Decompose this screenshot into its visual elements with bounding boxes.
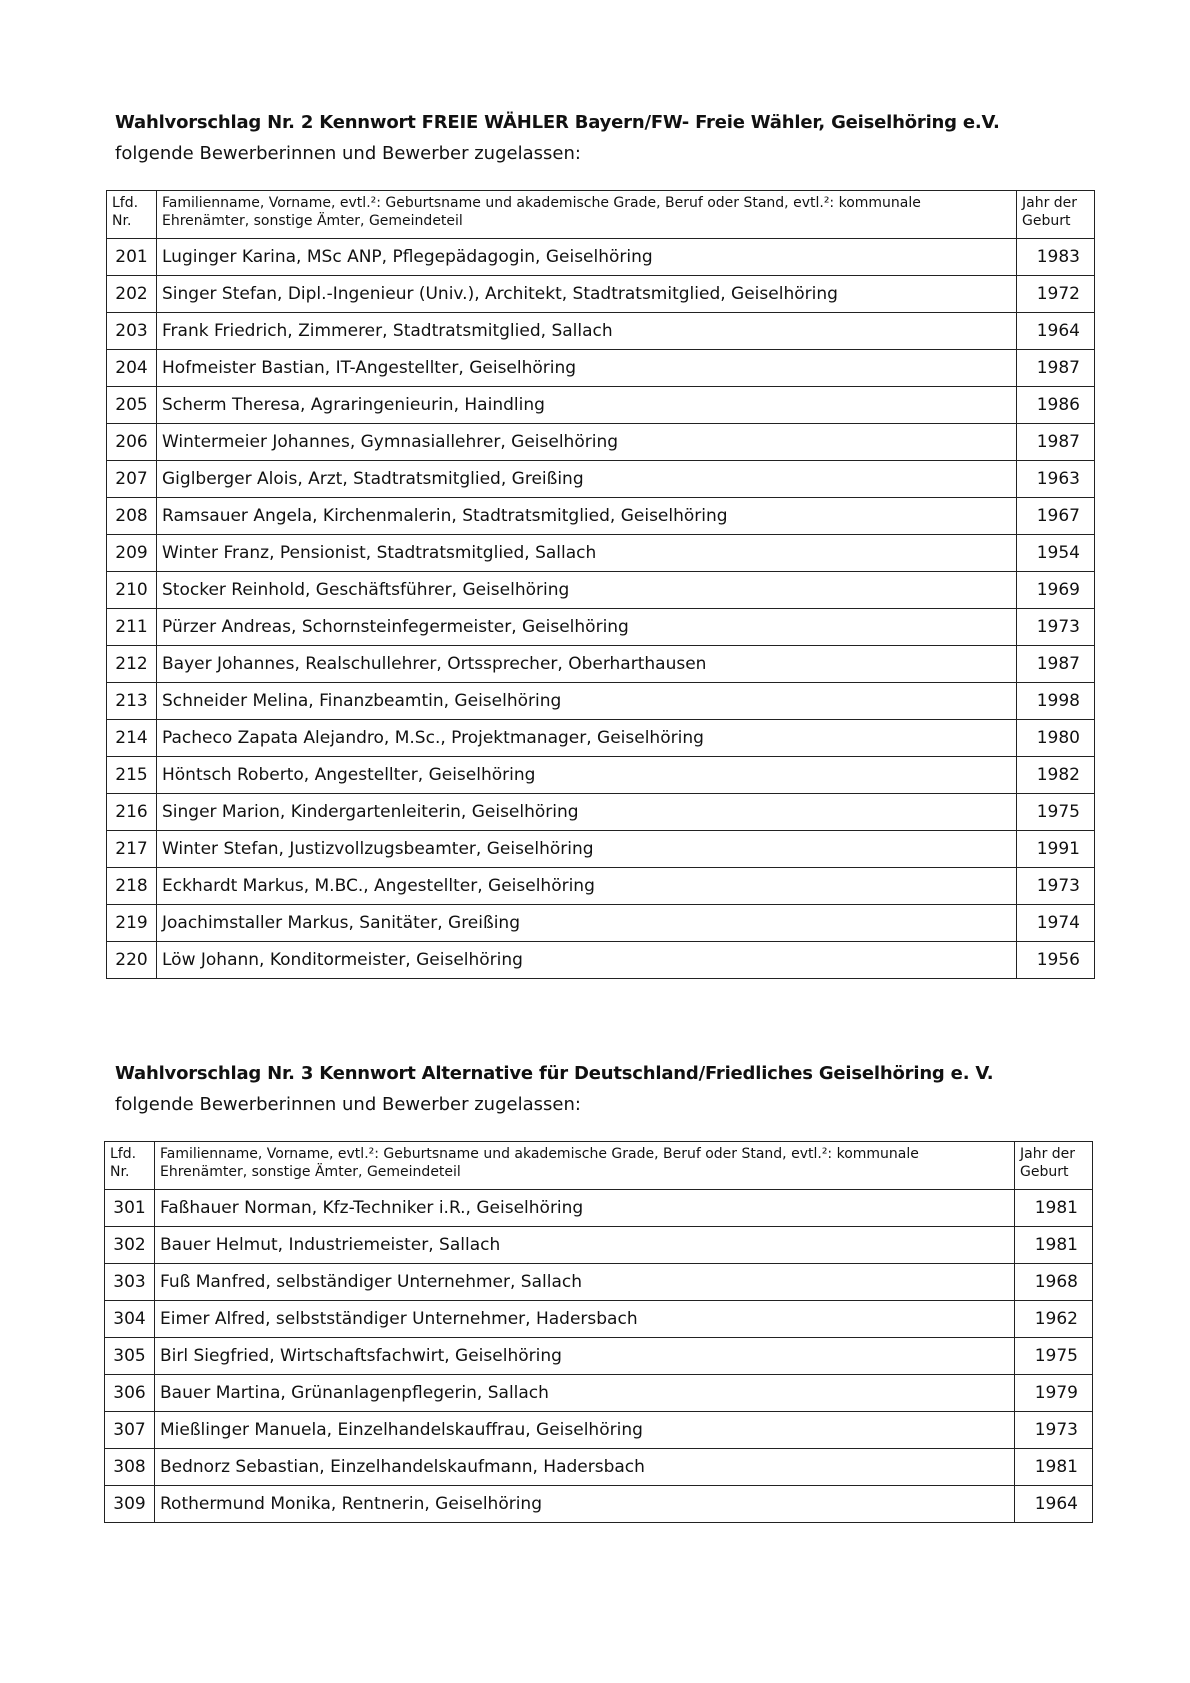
candidate-birth-year: 1975 <box>1015 1338 1093 1375</box>
table-row <box>107 387 1095 424</box>
candidate-nr: 303 <box>105 1264 155 1301</box>
candidate-nr: 216 <box>107 794 157 831</box>
candidate-nr: 206 <box>107 424 157 461</box>
header-name: Familienname, Vorname, evtl.²: Geburtsname und akademische Grade, Beruf oder Stand, evtl.²: kommunale Ehrenämter, sonstige Ämter, Gemeindeteil <box>157 191 1017 239</box>
candidate-nr: 302 <box>105 1227 155 1264</box>
table-row <box>107 313 1095 350</box>
table-row <box>107 942 1095 979</box>
proposal-section-3 <box>0 1063 1190 1514</box>
table-row <box>107 572 1095 609</box>
candidate-birth-year: 1991 <box>1017 831 1095 868</box>
candidate-nr: 204 <box>107 350 157 387</box>
candidate-birth-year: 1968 <box>1015 1264 1093 1301</box>
candidate-name: Höntsch Roberto, Angestellter, Geiselhöring <box>157 757 1017 794</box>
candidate-name: Ramsauer Angela, Kirchenmalerin, Stadtratsmitglied, Geiselhöring <box>157 498 1017 535</box>
header-nr: Lfd. Nr. <box>105 1142 155 1190</box>
candidate-name: Pürzer Andreas, Schornsteinfegermeister, Geiselhöring <box>157 609 1017 646</box>
candidate-name: Scherm Theresa, Agraringenieurin, Haindling <box>157 387 1017 424</box>
candidate-birth-year: 1979 <box>1015 1375 1093 1412</box>
proposal-subheading: folgende Bewerberinnen und Bewerber zugelassen: <box>115 1094 581 1115</box>
candidate-birth-year: 1973 <box>1017 609 1095 646</box>
candidate-birth-year: 1972 <box>1017 276 1095 313</box>
candidate-name: Eimer Alfred, selbstständiger Unternehmer, Hadersbach <box>155 1301 1015 1338</box>
candidate-name: Bauer Martina, Grünanlagenpflegerin, Sallach <box>155 1375 1015 1412</box>
candidate-birth-year: 1969 <box>1017 572 1095 609</box>
table-row <box>105 1338 1093 1375</box>
candidate-nr: 210 <box>107 572 157 609</box>
candidate-name: Pacheco Zapata Alejandro, M.Sc., Projektmanager, Geiselhöring <box>157 720 1017 757</box>
candidate-nr: 304 <box>105 1301 155 1338</box>
table-row <box>105 1412 1093 1449</box>
table-row <box>105 1486 1093 1523</box>
candidate-name: Singer Marion, Kindergartenleiterin, Geiselhöring <box>157 794 1017 831</box>
candidate-nr: 309 <box>105 1486 155 1523</box>
candidate-nr: 307 <box>105 1412 155 1449</box>
table-row <box>105 1227 1093 1264</box>
header-name: Familienname, Vorname, evtl.²: Geburtsname und akademische Grade, Beruf oder Stand, evtl.²: kommunale Ehrenämter, sonstige Ämter, Gemeindeteil <box>155 1142 1015 1190</box>
candidate-birth-year: 1986 <box>1017 387 1095 424</box>
table-row <box>107 794 1095 831</box>
candidate-name: Eckhardt Markus, M.BC., Angestellter, Geiselhöring <box>157 868 1017 905</box>
table-row <box>107 683 1095 720</box>
candidate-table <box>104 1141 1093 1523</box>
candidate-birth-year: 1998 <box>1017 683 1095 720</box>
table-row <box>107 609 1095 646</box>
candidate-nr: 308 <box>105 1449 155 1486</box>
table-row <box>107 646 1095 683</box>
candidate-birth-year: 1964 <box>1017 313 1095 350</box>
candidate-birth-year: 1983 <box>1017 239 1095 276</box>
candidate-name: Löw Johann, Konditormeister, Geiselhöring <box>157 942 1017 979</box>
candidate-nr: 212 <box>107 646 157 683</box>
candidate-nr: 202 <box>107 276 157 313</box>
candidate-nr: 217 <box>107 831 157 868</box>
candidate-nr: 211 <box>107 609 157 646</box>
table-row <box>105 1449 1093 1486</box>
candidate-birth-year: 1981 <box>1015 1190 1093 1227</box>
candidate-birth-year: 1974 <box>1017 905 1095 942</box>
table-row <box>107 535 1095 572</box>
header-nr: Lfd. Nr. <box>107 191 157 239</box>
candidate-name: Mießlinger Manuela, Einzelhandelskauffrau, Geiselhöring <box>155 1412 1015 1449</box>
candidate-name: Hofmeister Bastian, IT-Angestellter, Geiselhöring <box>157 350 1017 387</box>
candidate-nr: 301 <box>105 1190 155 1227</box>
candidate-name: Wintermeier Johannes, Gymnasiallehrer, Geiselhöring <box>157 424 1017 461</box>
header-year: Jahr der Geburt <box>1015 1142 1093 1190</box>
table-row <box>107 498 1095 535</box>
candidate-nr: 218 <box>107 868 157 905</box>
candidate-name: Bednorz Sebastian, Einzelhandelskaufmann, Hadersbach <box>155 1449 1015 1486</box>
header-year: Jahr der Geburt <box>1017 191 1095 239</box>
candidate-birth-year: 1975 <box>1017 794 1095 831</box>
proposal-heading: Wahlvorschlag Nr. 3 Kennwort Alternative für Deutschland/Friedliches Geiselhöring e. V. <box>115 1063 994 1084</box>
candidate-name: Stocker Reinhold, Geschäftsführer, Geiselhöring <box>157 572 1017 609</box>
candidate-name: Joachimstaller Markus, Sanitäter, Greißing <box>157 905 1017 942</box>
candidate-name: Frank Friedrich, Zimmerer, Stadtratsmitglied, Sallach <box>157 313 1017 350</box>
candidate-table <box>106 190 1095 979</box>
table-row <box>107 720 1095 757</box>
table-row <box>107 831 1095 868</box>
proposal-heading: Wahlvorschlag Nr. 2 Kennwort FREIE WÄHLER Bayern/FW- Freie Wähler, Geiselhöring e.V. <box>115 112 1000 133</box>
candidate-name: Bayer Johannes, Realschullehrer, Ortssprecher, Oberharthausen <box>157 646 1017 683</box>
candidate-name: Fuß Manfred, selbständiger Unternehmer, Sallach <box>155 1264 1015 1301</box>
candidate-name: Giglberger Alois, Arzt, Stadtratsmitglied, Greißing <box>157 461 1017 498</box>
table-header-row <box>105 1142 1093 1190</box>
candidate-nr: 219 <box>107 905 157 942</box>
candidate-birth-year: 1954 <box>1017 535 1095 572</box>
candidate-nr: 220 <box>107 942 157 979</box>
table-row <box>107 239 1095 276</box>
candidate-name: Rothermund Monika, Rentnerin, Geiselhöring <box>155 1486 1015 1523</box>
candidate-name: Birl Siegfried, Wirtschaftsfachwirt, Geiselhöring <box>155 1338 1015 1375</box>
table-row <box>107 424 1095 461</box>
table-row <box>105 1190 1093 1227</box>
proposal-section-2 <box>0 112 1190 970</box>
candidate-nr: 208 <box>107 498 157 535</box>
candidate-nr: 201 <box>107 239 157 276</box>
candidate-nr: 207 <box>107 461 157 498</box>
candidate-nr: 305 <box>105 1338 155 1375</box>
table-row <box>105 1375 1093 1412</box>
candidate-nr: 203 <box>107 313 157 350</box>
candidate-birth-year: 1967 <box>1017 498 1095 535</box>
candidate-birth-year: 1987 <box>1017 424 1095 461</box>
candidate-nr: 306 <box>105 1375 155 1412</box>
candidate-birth-year: 1987 <box>1017 646 1095 683</box>
candidate-birth-year: 1973 <box>1015 1412 1093 1449</box>
candidate-birth-year: 1956 <box>1017 942 1095 979</box>
table-row <box>107 868 1095 905</box>
candidate-birth-year: 1980 <box>1017 720 1095 757</box>
candidate-name: Bauer Helmut, Industriemeister, Sallach <box>155 1227 1015 1264</box>
candidate-name: Faßhauer Norman, Kfz-Techniker i.R., Geiselhöring <box>155 1190 1015 1227</box>
candidate-nr: 209 <box>107 535 157 572</box>
table-row <box>105 1264 1093 1301</box>
candidate-nr: 215 <box>107 757 157 794</box>
table-row <box>107 461 1095 498</box>
table-row <box>107 757 1095 794</box>
candidate-birth-year: 1962 <box>1015 1301 1093 1338</box>
candidate-nr: 213 <box>107 683 157 720</box>
candidate-birth-year: 1987 <box>1017 350 1095 387</box>
candidate-name: Winter Stefan, Justizvollzugsbeamter, Geiselhöring <box>157 831 1017 868</box>
candidate-name: Singer Stefan, Dipl.-Ingenieur (Univ.), Architekt, Stadtratsmitglied, Geiselhöring <box>157 276 1017 313</box>
candidate-birth-year: 1963 <box>1017 461 1095 498</box>
table-row <box>107 905 1095 942</box>
candidate-nr: 205 <box>107 387 157 424</box>
candidate-birth-year: 1982 <box>1017 757 1095 794</box>
candidate-birth-year: 1973 <box>1017 868 1095 905</box>
table-row <box>107 276 1095 313</box>
candidate-nr: 214 <box>107 720 157 757</box>
candidate-name: Schneider Melina, Finanzbeamtin, Geiselhöring <box>157 683 1017 720</box>
candidate-name: Luginger Karina, MSc ANP, Pflegepädagogin, Geiselhöring <box>157 239 1017 276</box>
candidate-name: Winter Franz, Pensionist, Stadtratsmitglied, Sallach <box>157 535 1017 572</box>
table-header-row <box>107 191 1095 239</box>
table-row <box>105 1301 1093 1338</box>
candidate-birth-year: 1964 <box>1015 1486 1093 1523</box>
table-row <box>107 350 1095 387</box>
candidate-birth-year: 1981 <box>1015 1227 1093 1264</box>
proposal-subheading: folgende Bewerberinnen und Bewerber zugelassen: <box>115 143 581 164</box>
candidate-birth-year: 1981 <box>1015 1449 1093 1486</box>
